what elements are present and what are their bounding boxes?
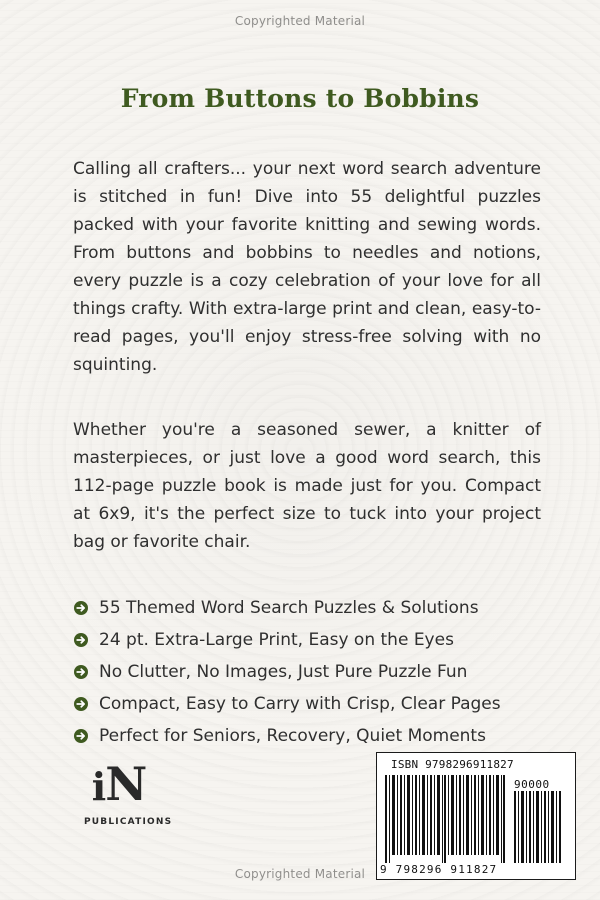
feature-label: No Clutter, No Images, Just Pure Puzzle Fun [99,662,468,682]
features-list [73,592,543,752]
feature-item [73,688,543,720]
feature-label: Perfect for Seniors, Recovery, Quiet Moments [99,726,486,746]
isbn-label: ISBN 9798296911827 [391,758,514,771]
circle-arrow-right-icon [73,696,89,712]
price-code: 90000 [514,778,550,791]
publisher-logo-letter-n: N [105,757,147,811]
description-paragraph-2: Whether you're a seasoned sewer, a knitter of masterpieces, or just love a good word search, this 112-page puzzle book is made just for you. Compact at 6x9, it's the perfect size to tuck into your project bag or favorite chair. [73,420,541,552]
publisher-name: PUBLICATIONS [84,817,173,827]
circle-arrow-right-icon [73,632,89,648]
feature-item [73,624,543,656]
copyright-watermark-bottom: Copyrighted Material [234,867,366,881]
barcode-addon-image [514,791,564,863]
publisher-logo-letter-i: i [91,764,106,809]
feature-label: 24 pt. Extra-Large Print, Easy on the Eyes [99,630,454,650]
feature-label: 55 Themed Word Search Puzzles & Solutions [99,598,479,618]
isbn-barcode-box [376,752,576,880]
copyright-watermark-top: Copyrighted Material [234,14,366,28]
book-title: From Buttons to Bobbins [120,84,480,113]
feature-item [73,656,543,688]
barcode-main-image [385,775,505,863]
circle-arrow-right-icon [73,728,89,744]
publisher-logo-mark [84,757,154,811]
feature-item [73,720,543,752]
description-paragraph-1: Calling all crafters... your next word search adventure is stitched in fun! Dive into 55 delightful puzzles packed with your favorite knitting and sewing words. From buttons and bobbins to needles and notions, every puzzle is a cozy celebration of your love for all things crafty. With extra-large print and clean, easy-to-read pages, you'll enjoy stress-free solving with no squinting. [73,159,541,375]
circle-arrow-right-icon [73,664,89,680]
publisher-logo [84,757,173,850]
barcode-digits: 9 798296 911827 [380,863,498,876]
feature-item [73,592,543,624]
circle-arrow-right-icon [73,600,89,616]
feature-label: Compact, Easy to Carry with Crisp, Clear Pages [99,694,501,714]
